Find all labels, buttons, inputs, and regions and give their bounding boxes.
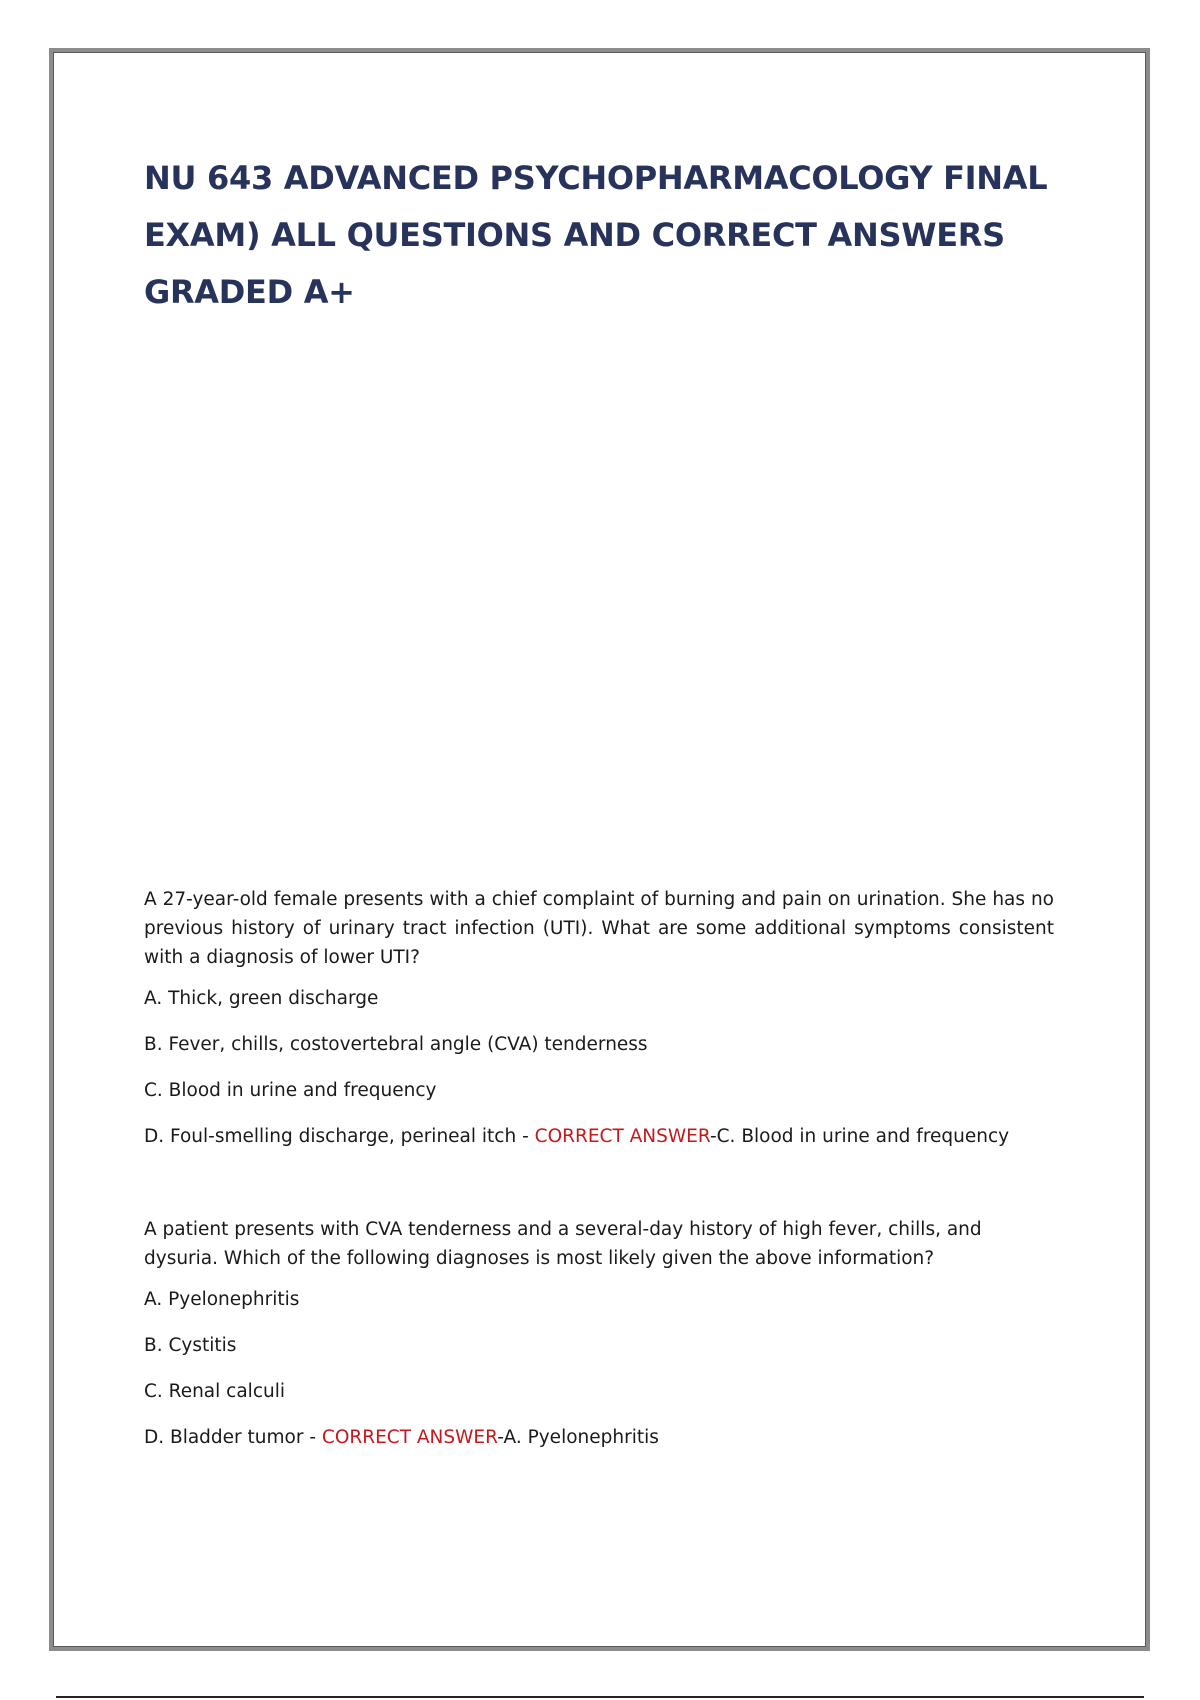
question-2-text: A patient presents with CVA tenderness and a several-day history of high fever, chills, and dysuria. Which of the following diagnoses is most likely given the above information? bbox=[144, 1219, 982, 1269]
document-title: NU 643 ADVANCED PSYCHOPHARMACOLOGY FINAL EXAM) ALL QUESTIONS AND CORRECT ANSWERS GRADED A+ bbox=[144, 159, 1048, 311]
footer-rule bbox=[56, 1696, 1144, 1698]
questions-list bbox=[144, 885, 1054, 1469]
question-1-text: A 27-year-old female presents with a chief complaint of burning and pain on urination. She has no previous history of urinary tract infection (UTI). What are some additional symptoms consistent with a diagnosis of lower UTI? bbox=[144, 889, 1054, 968]
question-2-correct-label: CORRECT ANSWER bbox=[321, 1427, 498, 1448]
question-2-option-d-line bbox=[144, 1423, 1054, 1452]
question-2-answer: -A. Pyelonephritis bbox=[497, 1427, 659, 1448]
question-1-option-b: B. Fever, chills, costovertebral angle (CVA) tenderness bbox=[144, 1034, 648, 1055]
question-1-correct-label: CORRECT ANSWER bbox=[534, 1126, 710, 1147]
question-2-option-d: D. Bladder tumor - bbox=[144, 1427, 317, 1448]
question-1-answer: -C. Blood in urine and frequency bbox=[709, 1126, 1010, 1147]
question-2 bbox=[144, 1215, 1054, 1452]
question-1-option-a: A. Thick, green discharge bbox=[144, 988, 379, 1009]
question-2-option-b: B. Cystitis bbox=[144, 1335, 237, 1356]
question-1 bbox=[144, 885, 1054, 1151]
question-spacer bbox=[144, 1168, 1054, 1215]
question-2-option-a: A. Pyelonephritis bbox=[144, 1289, 300, 1310]
question-1-option-d-line bbox=[144, 1122, 1054, 1151]
question-1-option-d: D. Foul-smelling discharge, perineal itch - bbox=[144, 1126, 529, 1147]
question-1-option-c: C. Blood in urine and frequency bbox=[144, 1080, 437, 1101]
question-2-option-c: C. Renal calculi bbox=[144, 1381, 285, 1402]
